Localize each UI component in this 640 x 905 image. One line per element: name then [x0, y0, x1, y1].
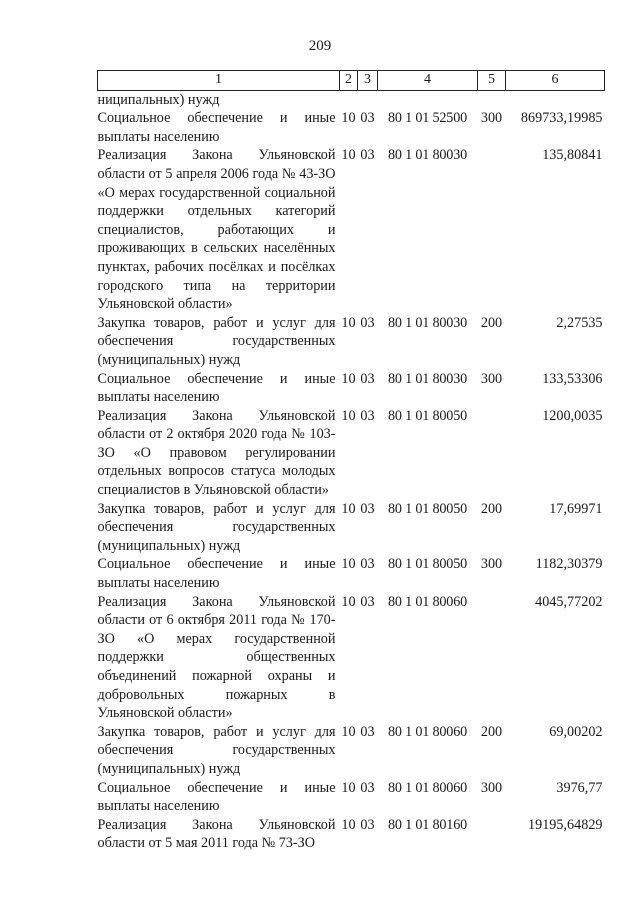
row-expense-type-cell [478, 146, 506, 313]
row-name-cell: Закупка товаров, работ и услуг для обеспечения государственных (муниципальных) нужд [97, 500, 336, 554]
table-row [98, 593, 605, 723]
row-section-cell: 10 [341, 370, 356, 387]
row-subsection-cell: 03 [360, 147, 375, 164]
row-target-article-cell: 80 1 01 80050 [388, 500, 467, 517]
row-subsection-cell: 03 [360, 500, 375, 517]
row-target-article-cell: 80 1 01 52500 [388, 110, 467, 127]
row-name-cell: Закупка товаров, работ и услуг для обеспечения государственных (муниципальных) нужд [97, 723, 336, 777]
row-amount-cell: 1182,30379 [535, 556, 603, 573]
table-row [98, 146, 605, 313]
row-amount-cell: 2,27535 [556, 314, 603, 331]
row-section-cell: 10 [341, 110, 356, 127]
row-expense-type-cell: 300 [480, 779, 503, 796]
row-name-cell: Реализация Закона Ульяновской области от 6 октября 2011 года № 170-ЗО «О мерах государственной поддержки общественных объединений пожарной охраны и добровольных пожарных в Ульяновской области» [97, 593, 336, 722]
row-expense-type-cell: 200 [480, 723, 503, 740]
header-col-3: 3 [358, 71, 378, 91]
row-subsection-cell: 03 [360, 816, 375, 833]
row-expense-type-cell: 200 [480, 500, 503, 517]
row-name-cell: ниципальных) нужд [97, 91, 220, 108]
row-name-cell: Социальное обеспечение и иные выплаты населению [97, 110, 336, 145]
table-row [98, 723, 605, 779]
row-subsection-cell: 03 [360, 407, 375, 424]
header-col-4: 4 [378, 71, 478, 91]
budget-table [97, 70, 605, 853]
row-name-cell: Социальное обеспечение и иные выплаты населению [97, 556, 336, 592]
row-amount-cell: 3976,77 [556, 779, 603, 796]
row-section-cell: 10 [341, 407, 356, 424]
row-amount-cell: 1200,0035 [542, 407, 603, 424]
row-amount-cell: 19195,64829 [528, 816, 603, 833]
row-target-article-cell: 80 1 01 80160 [388, 816, 467, 833]
row-amount-cell: 4045,77202 [535, 593, 603, 610]
row-expense-type-cell: 300 [480, 370, 503, 387]
row-section-cell: 10 [341, 147, 356, 164]
table-body [98, 90, 605, 853]
row-subsection-cell: 03 [360, 370, 375, 387]
table-row [98, 90, 605, 109]
table-row [98, 109, 605, 146]
row-section-cell: 10 [341, 314, 356, 331]
row-subsection-cell: 03 [360, 110, 375, 127]
row-target-article-cell: 80 1 01 80030 [388, 314, 467, 331]
row-expense-type-cell: 200 [480, 314, 503, 331]
row-subsection-cell: 03 [360, 314, 375, 331]
row-target-article-cell: 80 1 01 80050 [388, 407, 467, 424]
table-row [98, 779, 605, 816]
row-section-cell: 10 [341, 816, 356, 833]
row-subsection-cell: 03 [360, 593, 375, 610]
row-section-cell: 10 [341, 593, 356, 610]
row-name-cell: Реализация Закона Ульяновской области от 2 октября 2020 года № 103-ЗО «О правовом регулировании отдельных вопросов статуса молодых специалистов в Ульяновской области» [97, 407, 336, 499]
row-amount-cell: 133,53306 [542, 370, 603, 387]
header-col-6: 6 [506, 71, 605, 91]
row-subsection-cell: 03 [360, 723, 375, 740]
page-number: 209 [308, 38, 332, 54]
row-name-cell: Закупка товаров, работ и услуг для обеспечения государственных (муниципальных) нужд [97, 314, 336, 368]
row-expense-type-cell: 300 [480, 110, 503, 127]
table-row [98, 816, 605, 853]
row-expense-type-cell [478, 407, 506, 500]
table-row [98, 370, 605, 407]
row-expense-type-cell [478, 593, 506, 723]
row-target-article-cell: 80 1 01 80030 [388, 370, 467, 387]
header-col-2: 2 [340, 71, 358, 91]
row-name-cell: Реализация Закона Ульяновской области от 5 апреля 2006 года № 43-ЗО «О мерах государственной социальной поддержки отдельных категорий специалистов, работающих и проживающих в сельских населённых пунктах, рабочих посёлках и посёлках городского типа на территории Ульяновской области» [97, 147, 336, 313]
row-name-cell: Социальное обеспечение и иные выплаты населению [97, 779, 336, 815]
row-amount-cell: 135,80841 [542, 147, 603, 164]
row-subsection-cell: 03 [360, 556, 375, 573]
row-target-article-cell: 80 1 01 80060 [388, 593, 467, 610]
row-target-article-cell: 80 1 01 80060 [388, 723, 467, 740]
header-col-1: 1 [98, 71, 340, 91]
row-name-cell: Реализация Закона Ульяновской области от 5 мая 2011 года № 73-ЗО [97, 816, 336, 852]
row-section-cell [340, 90, 358, 109]
row-target-article-cell: 80 1 01 80050 [388, 556, 467, 573]
row-target-article-cell: 80 1 01 80030 [388, 147, 467, 164]
row-amount-cell [506, 90, 605, 109]
table-row [98, 407, 605, 500]
row-subsection-cell: 03 [360, 779, 375, 796]
row-target-article-cell [378, 90, 478, 109]
table-row [98, 555, 605, 592]
row-amount-cell: 17,69971 [549, 500, 603, 517]
row-subsection-cell [358, 90, 378, 109]
table-header-row [98, 71, 605, 91]
row-target-article-cell: 80 1 01 80060 [388, 779, 467, 796]
row-expense-type-cell [478, 816, 506, 853]
row-amount-cell: 869733,19985 [520, 110, 603, 127]
row-section-cell: 10 [341, 779, 356, 796]
table-row [98, 500, 605, 556]
table-row [98, 314, 605, 370]
row-amount-cell: 69,00202 [549, 723, 603, 740]
row-section-cell: 10 [341, 500, 356, 517]
row-name-cell: Социальное обеспечение и иные выплаты населению [97, 370, 336, 406]
row-expense-type-cell: 300 [480, 556, 503, 573]
row-section-cell: 10 [341, 556, 356, 573]
row-section-cell: 10 [341, 723, 356, 740]
header-col-5: 5 [478, 71, 506, 91]
row-expense-type-cell [478, 90, 506, 109]
